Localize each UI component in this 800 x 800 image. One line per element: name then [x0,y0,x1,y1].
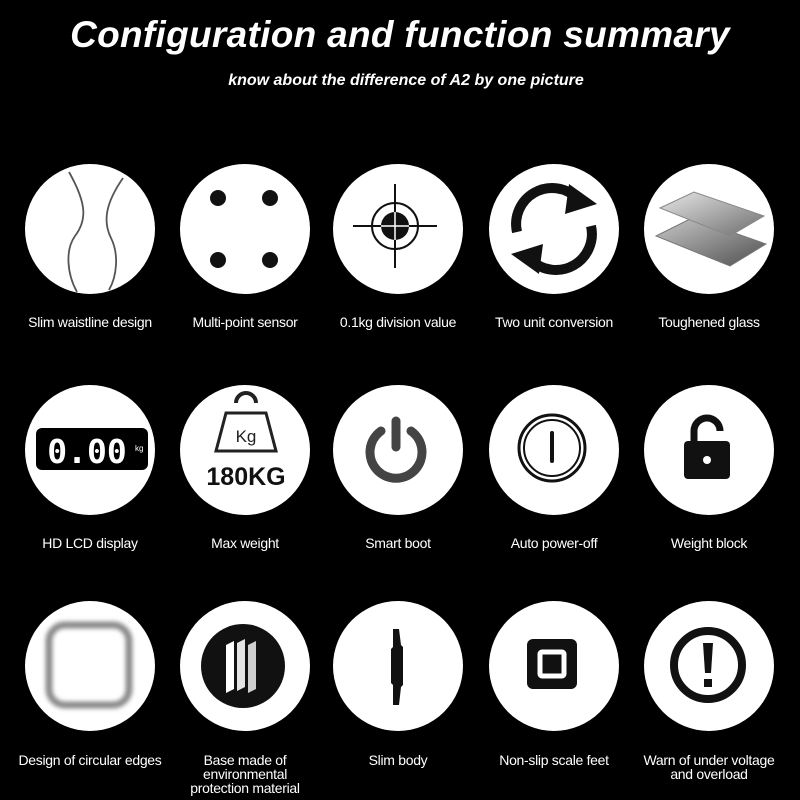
feature-circle-circular-edges [25,601,155,731]
feature-circle-auto-power-off [489,385,619,515]
feature-label: Slim body [368,752,428,768]
power-button-icon [333,385,463,515]
feature-label: Weight block [670,535,748,551]
kettlebell-weight-icon [180,385,310,515]
feature-label: Smart boot [365,535,431,551]
feature-label: Non-slip scale feet [499,752,609,768]
glass-panes-icon [644,164,774,294]
square-foot-icon [489,601,619,731]
feature-circle-toughened-glass [644,164,774,294]
page-title: Configuration and function summary [70,14,730,55]
feature-label-line: and overload [670,766,748,782]
feature-label-multiline [167,753,323,795]
power-off-icon [489,385,619,515]
rounded-square-icon [25,601,155,731]
feature-label-multiline [631,753,787,781]
feature-circle-max-weight [180,385,310,515]
feature-circle-weight-block [644,385,774,515]
feature-circle-non-slip-feet [489,601,619,731]
lcd-readout: 0.00 [47,432,127,471]
four-dots-sensor-icon [180,164,310,294]
feature-label: 0.1kg division value [339,314,457,330]
warning-exclamation-icon [644,601,774,731]
feature-label-line: environmental [202,766,288,782]
feature-label-line: Warn of under voltage [643,752,775,768]
feature-label-line: Base made of [203,752,287,768]
lcd-display-icon [25,385,155,515]
feature-label: Slim waistline design [28,314,152,330]
max-weight-value: 180KG [206,463,286,491]
waistline-icon [25,164,155,294]
feature-label: HD LCD display [42,535,138,551]
feature-label: Max weight [211,535,279,551]
feature-circle-multi-point-sensor [180,164,310,294]
feature-circle-slim-body [333,601,463,731]
feature-circle-base-material [180,601,310,731]
crosshair-target-icon [333,164,463,294]
circular-arrows-icon [489,164,619,294]
feature-circle-unit-conversion [489,164,619,294]
base-panels-icon [180,601,310,731]
weight-unit: Kg [235,427,257,446]
feature-circle-smart-boot [333,385,463,515]
feature-label: Toughened glass [658,314,760,330]
feature-circle-warning [644,601,774,731]
feature-circle-division-value [333,164,463,294]
lcd-unit: kg [135,444,144,453]
slim-profile-icon [333,601,463,731]
feature-circle-slim-waistline [25,164,155,294]
padlock-icon [644,385,774,515]
feature-label: Two unit conversion [494,314,614,330]
feature-label: Design of circular edges [18,752,162,768]
feature-label-line: protection material [190,780,300,796]
page-subtitle: know about the difference of A2 by one picture [228,72,584,89]
feature-circle-lcd-display [25,385,155,515]
feature-label: Auto power-off [510,535,598,551]
feature-label: Multi-point sensor [192,314,298,330]
